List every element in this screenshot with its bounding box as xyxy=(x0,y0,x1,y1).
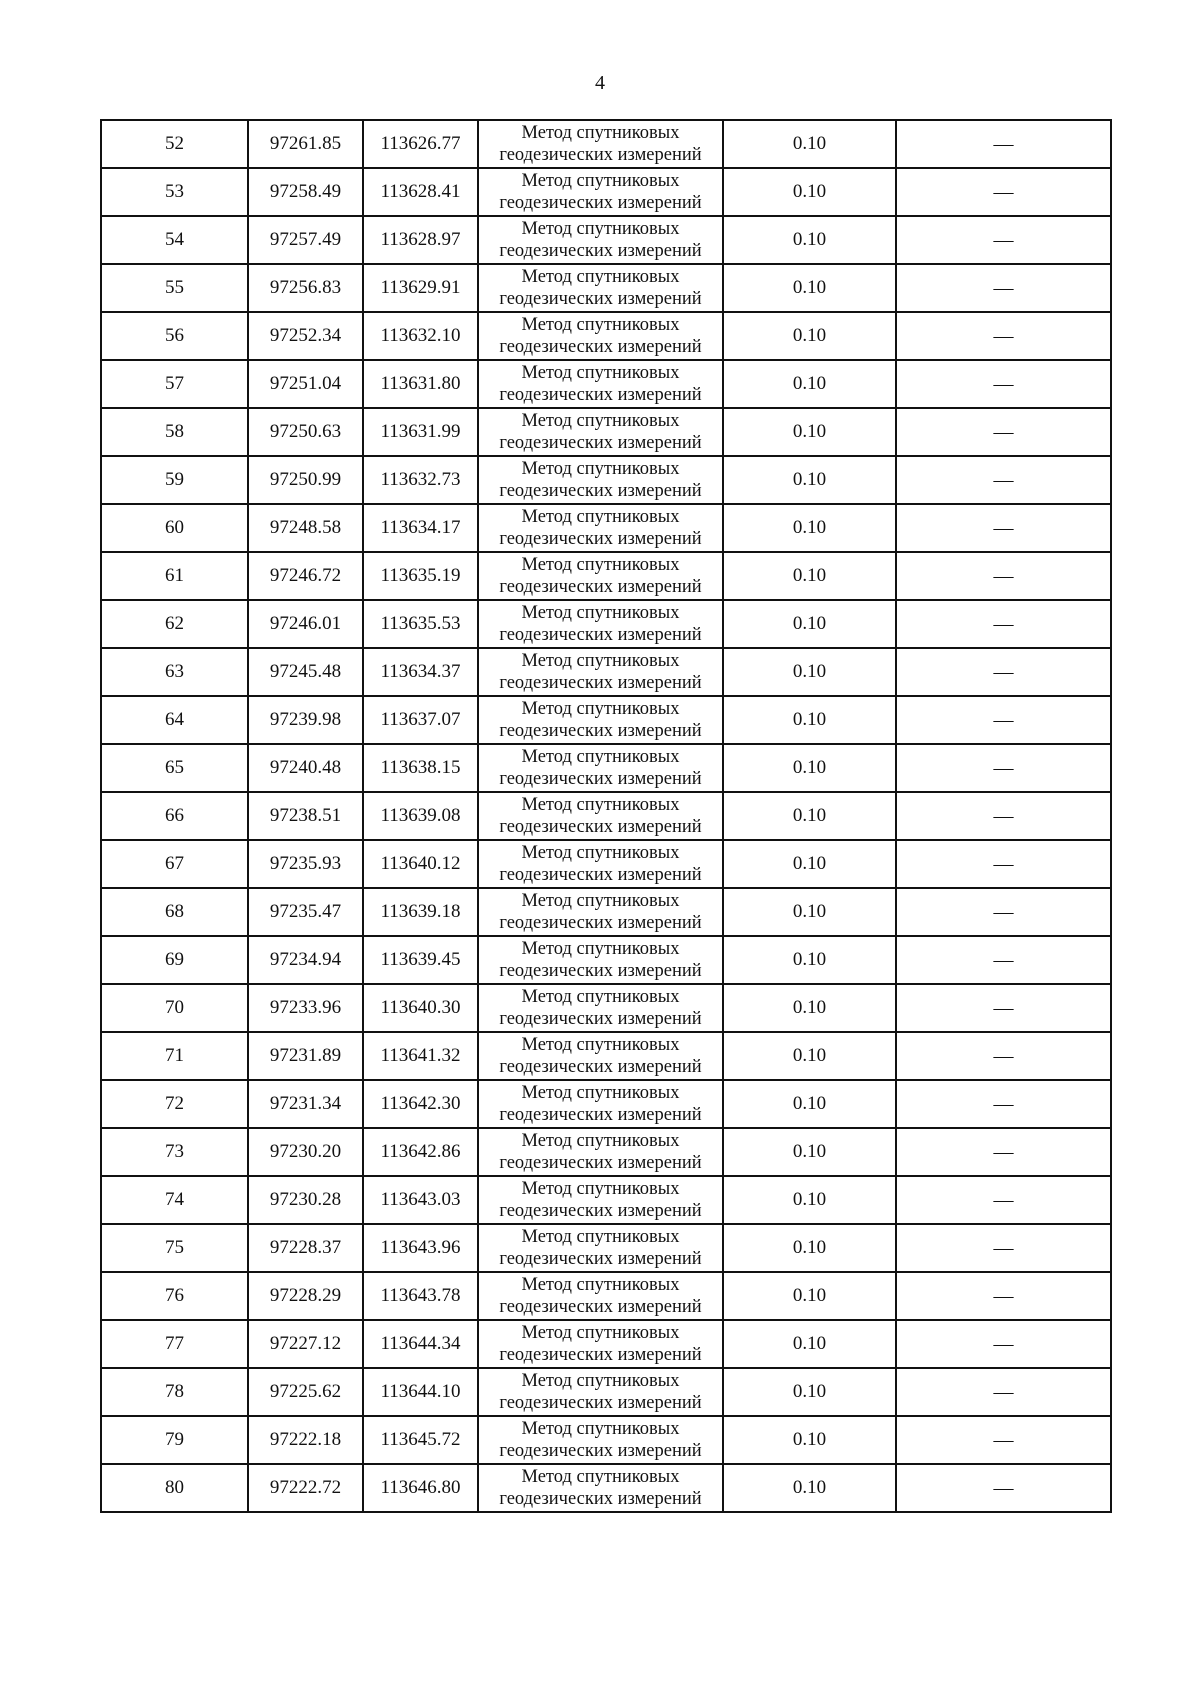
x-coordinate-cell: 97240.48 xyxy=(248,744,363,792)
method-line-1: Метод спутниковых xyxy=(521,219,680,239)
x-coordinate-cell: 97235.47 xyxy=(248,888,363,936)
table-row xyxy=(101,456,1111,504)
y-coordinate-cell: 113639.45 xyxy=(363,936,478,984)
x-coordinate-cell: 97228.29 xyxy=(248,1272,363,1320)
point-number-cell: 73 xyxy=(101,1128,248,1176)
y-coordinate-cell: 113628.97 xyxy=(363,216,478,264)
accuracy-cell: 0.10 xyxy=(723,552,896,600)
accuracy-cell: 0.10 xyxy=(723,216,896,264)
table-row xyxy=(101,168,1111,216)
x-coordinate-cell: 97230.28 xyxy=(248,1176,363,1224)
point-number-cell: 56 xyxy=(101,312,248,360)
x-coordinate-cell: 97251.04 xyxy=(248,360,363,408)
accuracy-cell: 0.10 xyxy=(723,456,896,504)
x-coordinate-cell: 97231.34 xyxy=(248,1080,363,1128)
note-cell: — xyxy=(896,648,1111,696)
method-line-2: геодезических измерений xyxy=(499,241,702,261)
table-row xyxy=(101,984,1111,1032)
method-line-2: геодезических измерений xyxy=(499,577,702,597)
note-cell: — xyxy=(896,264,1111,312)
method-cell xyxy=(478,1176,723,1224)
method-line-2: геодезических измерений xyxy=(499,673,702,693)
table-row xyxy=(101,1416,1111,1464)
y-coordinate-cell: 113640.30 xyxy=(363,984,478,1032)
method-cell xyxy=(478,264,723,312)
x-coordinate-cell: 97234.94 xyxy=(248,936,363,984)
accuracy-cell: 0.10 xyxy=(723,1272,896,1320)
method-line-1: Метод спутниковых xyxy=(521,123,680,143)
method-cell xyxy=(478,1224,723,1272)
coordinates-table-body xyxy=(101,120,1111,1512)
x-coordinate-cell: 97225.62 xyxy=(248,1368,363,1416)
point-number-cell: 67 xyxy=(101,840,248,888)
x-coordinate-cell: 97231.89 xyxy=(248,1032,363,1080)
note-cell: — xyxy=(896,696,1111,744)
method-line-2: геодезических измерений xyxy=(499,433,702,453)
table-row xyxy=(101,888,1111,936)
method-line-2: геодезических измерений xyxy=(499,769,702,789)
method-cell xyxy=(478,792,723,840)
note-cell: — xyxy=(896,1032,1111,1080)
y-coordinate-cell: 113639.08 xyxy=(363,792,478,840)
method-line-2: геодезических измерений xyxy=(499,1009,702,1029)
y-coordinate-cell: 113643.78 xyxy=(363,1272,478,1320)
note-cell: — xyxy=(896,600,1111,648)
method-line-1: Метод спутниковых xyxy=(521,1371,680,1391)
method-cell xyxy=(478,408,723,456)
x-coordinate-cell: 97239.98 xyxy=(248,696,363,744)
method-line-2: геодезических измерений xyxy=(499,1489,702,1509)
method-line-2: геодезических измерений xyxy=(499,1153,702,1173)
table-row xyxy=(101,216,1111,264)
point-number-cell: 52 xyxy=(101,120,248,168)
method-line-2: геодезических измерений xyxy=(499,1393,702,1413)
y-coordinate-cell: 113637.07 xyxy=(363,696,478,744)
point-number-cell: 75 xyxy=(101,1224,248,1272)
method-cell xyxy=(478,1464,723,1512)
x-coordinate-cell: 97245.48 xyxy=(248,648,363,696)
method-line-1: Метод спутниковых xyxy=(521,1419,680,1439)
method-line-1: Метод спутниковых xyxy=(521,843,680,863)
method-cell xyxy=(478,648,723,696)
method-cell xyxy=(478,1128,723,1176)
note-cell: — xyxy=(896,120,1111,168)
table-row xyxy=(101,1320,1111,1368)
y-coordinate-cell: 113634.17 xyxy=(363,504,478,552)
x-coordinate-cell: 97261.85 xyxy=(248,120,363,168)
y-coordinate-cell: 113626.77 xyxy=(363,120,478,168)
point-number-cell: 66 xyxy=(101,792,248,840)
table-row xyxy=(101,648,1111,696)
method-line-2: геодезических измерений xyxy=(499,817,702,837)
note-cell: — xyxy=(896,744,1111,792)
method-line-1: Метод спутниковых xyxy=(521,603,680,623)
y-coordinate-cell: 113635.53 xyxy=(363,600,478,648)
point-number-cell: 61 xyxy=(101,552,248,600)
accuracy-cell: 0.10 xyxy=(723,120,896,168)
x-coordinate-cell: 97256.83 xyxy=(248,264,363,312)
method-line-2: геодезических измерений xyxy=(499,337,702,357)
accuracy-cell: 0.10 xyxy=(723,600,896,648)
table-row xyxy=(101,792,1111,840)
accuracy-cell: 0.10 xyxy=(723,408,896,456)
method-cell xyxy=(478,600,723,648)
note-cell: — xyxy=(896,456,1111,504)
method-line-2: геодезических измерений xyxy=(499,1057,702,1077)
method-line-1: Метод спутниковых xyxy=(521,1131,680,1151)
table-row xyxy=(101,1368,1111,1416)
accuracy-cell: 0.10 xyxy=(723,312,896,360)
y-coordinate-cell: 113643.96 xyxy=(363,1224,478,1272)
point-number-cell: 80 xyxy=(101,1464,248,1512)
method-cell xyxy=(478,360,723,408)
y-coordinate-cell: 113642.86 xyxy=(363,1128,478,1176)
method-cell xyxy=(478,312,723,360)
method-line-2: геодезических измерений xyxy=(499,913,702,933)
table-row xyxy=(101,936,1111,984)
table-row xyxy=(101,840,1111,888)
y-coordinate-cell: 113631.99 xyxy=(363,408,478,456)
method-line-2: геодезических измерений xyxy=(499,1105,702,1125)
method-cell xyxy=(478,696,723,744)
y-coordinate-cell: 113629.91 xyxy=(363,264,478,312)
method-line-1: Метод спутниковых xyxy=(521,411,680,431)
method-line-2: геодезических измерений xyxy=(499,1297,702,1317)
method-line-1: Метод спутниковых xyxy=(521,171,680,191)
method-cell xyxy=(478,216,723,264)
method-line-2: геодезических измерений xyxy=(499,865,702,885)
y-coordinate-cell: 113628.41 xyxy=(363,168,478,216)
method-cell xyxy=(478,984,723,1032)
accuracy-cell: 0.10 xyxy=(723,1224,896,1272)
table-row xyxy=(101,264,1111,312)
x-coordinate-cell: 97246.72 xyxy=(248,552,363,600)
method-cell xyxy=(478,1320,723,1368)
note-cell: — xyxy=(896,408,1111,456)
method-line-1: Метод спутниковых xyxy=(521,795,680,815)
method-line-2: геодезических измерений xyxy=(499,625,702,645)
method-line-1: Метод спутниковых xyxy=(521,267,680,287)
note-cell: — xyxy=(896,984,1111,1032)
method-cell xyxy=(478,888,723,936)
table-row xyxy=(101,360,1111,408)
point-number-cell: 69 xyxy=(101,936,248,984)
method-cell xyxy=(478,1416,723,1464)
note-cell: — xyxy=(896,1320,1111,1368)
y-coordinate-cell: 113642.30 xyxy=(363,1080,478,1128)
point-number-cell: 59 xyxy=(101,456,248,504)
accuracy-cell: 0.10 xyxy=(723,888,896,936)
method-line-1: Метод спутниковых xyxy=(521,363,680,383)
point-number-cell: 53 xyxy=(101,168,248,216)
note-cell: — xyxy=(896,792,1111,840)
method-line-1: Метод спутниковых xyxy=(521,1179,680,1199)
y-coordinate-cell: 113632.10 xyxy=(363,312,478,360)
method-cell xyxy=(478,840,723,888)
accuracy-cell: 0.10 xyxy=(723,360,896,408)
table-row xyxy=(101,1224,1111,1272)
method-line-1: Метод спутниковых xyxy=(521,651,680,671)
x-coordinate-cell: 97222.72 xyxy=(248,1464,363,1512)
method-line-1: Метод спутниковых xyxy=(521,1323,680,1343)
method-line-1: Метод спутниковых xyxy=(521,939,680,959)
point-number-cell: 65 xyxy=(101,744,248,792)
accuracy-cell: 0.10 xyxy=(723,504,896,552)
method-line-1: Метод спутниковых xyxy=(521,1083,680,1103)
accuracy-cell: 0.10 xyxy=(723,1176,896,1224)
x-coordinate-cell: 97228.37 xyxy=(248,1224,363,1272)
point-number-cell: 72 xyxy=(101,1080,248,1128)
point-number-cell: 57 xyxy=(101,360,248,408)
x-coordinate-cell: 97250.63 xyxy=(248,408,363,456)
method-cell xyxy=(478,744,723,792)
point-number-cell: 60 xyxy=(101,504,248,552)
method-line-2: геодезических измерений xyxy=(499,1201,702,1221)
method-line-1: Метод спутниковых xyxy=(521,1227,680,1247)
x-coordinate-cell: 97235.93 xyxy=(248,840,363,888)
accuracy-cell: 0.10 xyxy=(723,792,896,840)
method-line-1: Метод спутниковых xyxy=(521,891,680,911)
note-cell: — xyxy=(896,168,1111,216)
method-cell xyxy=(478,1368,723,1416)
point-number-cell: 62 xyxy=(101,600,248,648)
y-coordinate-cell: 113643.03 xyxy=(363,1176,478,1224)
table-row xyxy=(101,1464,1111,1512)
method-line-1: Метод спутниковых xyxy=(521,507,680,527)
note-cell: — xyxy=(896,1176,1111,1224)
x-coordinate-cell: 97248.58 xyxy=(248,504,363,552)
accuracy-cell: 0.10 xyxy=(723,168,896,216)
x-coordinate-cell: 97252.34 xyxy=(248,312,363,360)
accuracy-cell: 0.10 xyxy=(723,1368,896,1416)
method-cell xyxy=(478,552,723,600)
point-number-cell: 54 xyxy=(101,216,248,264)
x-coordinate-cell: 97227.12 xyxy=(248,1320,363,1368)
y-coordinate-cell: 113638.15 xyxy=(363,744,478,792)
note-cell: — xyxy=(896,936,1111,984)
method-line-2: геодезических измерений xyxy=(499,289,702,309)
note-cell: — xyxy=(896,1416,1111,1464)
table-row xyxy=(101,744,1111,792)
page-number: 4 xyxy=(595,72,605,94)
table-row xyxy=(101,600,1111,648)
note-cell: — xyxy=(896,1080,1111,1128)
y-coordinate-cell: 113640.12 xyxy=(363,840,478,888)
method-cell xyxy=(478,504,723,552)
accuracy-cell: 0.10 xyxy=(723,840,896,888)
point-number-cell: 74 xyxy=(101,1176,248,1224)
accuracy-cell: 0.10 xyxy=(723,1080,896,1128)
accuracy-cell: 0.10 xyxy=(723,264,896,312)
table-row xyxy=(101,696,1111,744)
method-line-2: геодезических измерений xyxy=(499,1441,702,1461)
note-cell: — xyxy=(896,360,1111,408)
table-row xyxy=(101,552,1111,600)
coordinates-table xyxy=(100,119,1112,1513)
method-line-2: геодезических измерений xyxy=(499,193,702,213)
accuracy-cell: 0.10 xyxy=(723,744,896,792)
point-number-cell: 76 xyxy=(101,1272,248,1320)
point-number-cell: 63 xyxy=(101,648,248,696)
note-cell: — xyxy=(896,1464,1111,1512)
accuracy-cell: 0.10 xyxy=(723,1128,896,1176)
note-cell: — xyxy=(896,312,1111,360)
method-cell xyxy=(478,120,723,168)
method-cell xyxy=(478,456,723,504)
x-coordinate-cell: 97230.20 xyxy=(248,1128,363,1176)
point-number-cell: 64 xyxy=(101,696,248,744)
table-row xyxy=(101,504,1111,552)
x-coordinate-cell: 97250.99 xyxy=(248,456,363,504)
method-line-1: Метод спутниковых xyxy=(521,987,680,1007)
point-number-cell: 58 xyxy=(101,408,248,456)
x-coordinate-cell: 97258.49 xyxy=(248,168,363,216)
table-row xyxy=(101,1272,1111,1320)
x-coordinate-cell: 97257.49 xyxy=(248,216,363,264)
note-cell: — xyxy=(896,504,1111,552)
y-coordinate-cell: 113644.34 xyxy=(363,1320,478,1368)
note-cell: — xyxy=(896,216,1111,264)
accuracy-cell: 0.10 xyxy=(723,984,896,1032)
note-cell: — xyxy=(896,1272,1111,1320)
x-coordinate-cell: 97233.96 xyxy=(248,984,363,1032)
point-number-cell: 55 xyxy=(101,264,248,312)
method-cell xyxy=(478,1080,723,1128)
method-line-1: Метод спутниковых xyxy=(521,555,680,575)
method-line-2: геодезических измерений xyxy=(499,385,702,405)
accuracy-cell: 0.10 xyxy=(723,1320,896,1368)
accuracy-cell: 0.10 xyxy=(723,936,896,984)
table-row xyxy=(101,408,1111,456)
note-cell: — xyxy=(896,1128,1111,1176)
table-row xyxy=(101,1080,1111,1128)
point-number-cell: 78 xyxy=(101,1368,248,1416)
table-row xyxy=(101,1128,1111,1176)
point-number-cell: 79 xyxy=(101,1416,248,1464)
y-coordinate-cell: 113646.80 xyxy=(363,1464,478,1512)
note-cell: — xyxy=(896,552,1111,600)
method-cell xyxy=(478,1032,723,1080)
point-number-cell: 70 xyxy=(101,984,248,1032)
method-line-2: геодезических измерений xyxy=(499,481,702,501)
table-row xyxy=(101,312,1111,360)
x-coordinate-cell: 97222.18 xyxy=(248,1416,363,1464)
method-line-1: Метод спутниковых xyxy=(521,459,680,479)
method-line-1: Метод спутниковых xyxy=(521,315,680,335)
method-line-2: геодезических измерений xyxy=(499,721,702,741)
table-row xyxy=(101,1032,1111,1080)
method-line-2: геодезических измерений xyxy=(499,145,702,165)
y-coordinate-cell: 113645.72 xyxy=(363,1416,478,1464)
x-coordinate-cell: 97246.01 xyxy=(248,600,363,648)
note-cell: — xyxy=(896,840,1111,888)
method-line-1: Метод спутниковых xyxy=(521,1467,680,1487)
point-number-cell: 68 xyxy=(101,888,248,936)
y-coordinate-cell: 113644.10 xyxy=(363,1368,478,1416)
y-coordinate-cell: 113632.73 xyxy=(363,456,478,504)
y-coordinate-cell: 113641.32 xyxy=(363,1032,478,1080)
table-row xyxy=(101,120,1111,168)
method-line-2: геодезических измерений xyxy=(499,529,702,549)
y-coordinate-cell: 113631.80 xyxy=(363,360,478,408)
method-cell xyxy=(478,1272,723,1320)
y-coordinate-cell: 113634.37 xyxy=(363,648,478,696)
note-cell: — xyxy=(896,888,1111,936)
y-coordinate-cell: 113635.19 xyxy=(363,552,478,600)
y-coordinate-cell: 113639.18 xyxy=(363,888,478,936)
point-number-cell: 71 xyxy=(101,1032,248,1080)
method-line-1: Метод спутниковых xyxy=(521,699,680,719)
accuracy-cell: 0.10 xyxy=(723,648,896,696)
method-line-1: Метод спутниковых xyxy=(521,1035,680,1055)
accuracy-cell: 0.10 xyxy=(723,1032,896,1080)
note-cell: — xyxy=(896,1368,1111,1416)
method-cell xyxy=(478,936,723,984)
method-line-1: Метод спутниковых xyxy=(521,1275,680,1295)
method-cell xyxy=(478,168,723,216)
accuracy-cell: 0.10 xyxy=(723,696,896,744)
method-line-2: геодезических измерений xyxy=(499,1249,702,1269)
table-row xyxy=(101,1176,1111,1224)
point-number-cell: 77 xyxy=(101,1320,248,1368)
method-line-2: геодезических измерений xyxy=(499,1345,702,1365)
x-coordinate-cell: 97238.51 xyxy=(248,792,363,840)
note-cell: — xyxy=(896,1224,1111,1272)
method-line-1: Метод спутниковых xyxy=(521,747,680,767)
accuracy-cell: 0.10 xyxy=(723,1464,896,1512)
accuracy-cell: 0.10 xyxy=(723,1416,896,1464)
method-line-2: геодезических измерений xyxy=(499,961,702,981)
